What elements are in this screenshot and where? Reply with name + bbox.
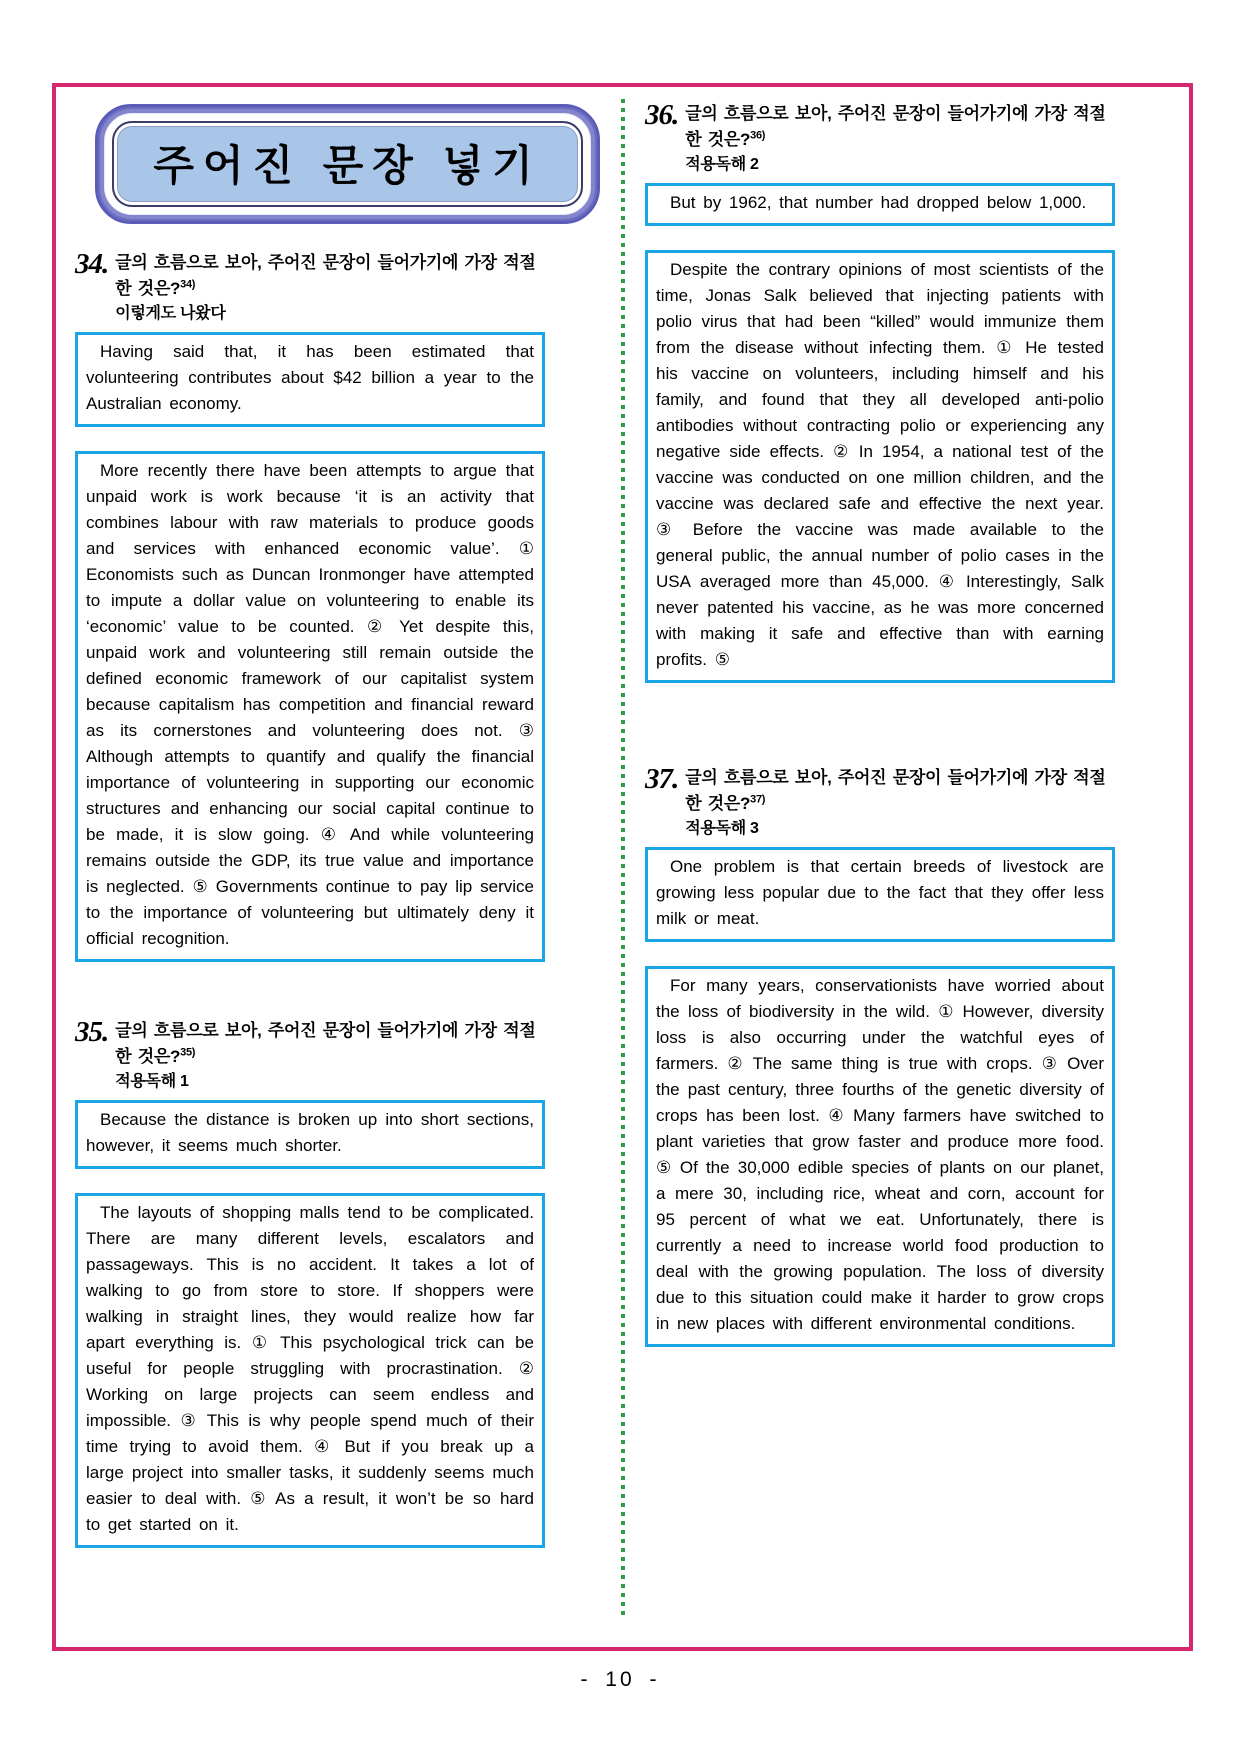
given-sentence-box-34 (75, 332, 545, 427)
given-sentence-box-37 (645, 847, 1115, 942)
footnote-ref: 35) (180, 1045, 196, 1058)
passage-box-34 (75, 451, 545, 962)
given-sentence-box-36 (645, 183, 1115, 226)
question-header-35 (75, 1018, 545, 1094)
question-prompt: 글의 흐름으로 보아, 주어진 문장이 들어가기에 가장 적절한 것은?$^{34)}$ (115, 253, 536, 298)
passage-text: More recently there have been attempts to argue that unpaid work is work because ‘it is an activity that combines labour with raw materials to produce goods and services with enhanced economic value’. ① Economists such as Duncan Ironmonger have attempted to impute a dollar value on volunteering to enable its ‘economic’ value to be counted. ② Yet despite this, unpaid work and volunteering still remain outside the defined economic framework of our capitalist system because capitalism has competition and financial reward as its cornerstones and volunteering does not. ③ Although attempts to quantify and qualify the financial importance of volunteering in supporting our economic structures and enhancing our social capital continue to be made, it is slow going. ④ And while volunteering remains outside the GDP, its true value and importance is neglected. ⑤ Governments continue to pay lip service to the importance of volunteering but ultimately deny it official recognition. (86, 461, 534, 948)
question-tag: 적용독해 3 (685, 820, 759, 837)
given-sentence-text: Because the distance is broken up into short sections, however, it seems much shorter. (86, 1110, 534, 1155)
footnote-ref: 37) (750, 792, 766, 805)
left-column (75, 87, 545, 1647)
page-frame (52, 83, 1193, 1651)
question-prompt: 글의 흐름으로 보아, 주어진 문장이 들어가기에 가장 적절한 것은?$^{36)}$ (685, 104, 1106, 149)
question-tag: 이렇게도 나왔다 (115, 305, 226, 322)
given-sentence-box-35 (75, 1100, 545, 1169)
question-prompt: 글의 흐름으로 보아, 주어진 문장이 들어가기에 가장 적절한 것은?$^{35)}$ (115, 1021, 536, 1066)
question-number: 37. (645, 763, 679, 795)
title-banner (95, 104, 600, 224)
question-number: 35. (75, 1016, 109, 1048)
passage-text: Despite the contrary opinions of most scientists of the time, Jonas Salk believed that injecting patients with polio virus that had been “killed” would immunize them from the disease without infecting them. ① He tested his vaccine on volunteers, including himself and his family, and found that they all developed anti-polio antibodies without contracting polio or experiencing any negative side effects. ② In 1954, a national test of the vaccine was conducted on one million children, and the vaccine was declared safe and effective the next year. ③ Before the vaccine was made available to the general public, the annual number of polio cases in the USA averaged more than 45,000. ④ Interestingly, Salk never patented his vaccine, as he was more concerned with making it safe and effective than with earning profits. ⑤ (656, 260, 1104, 669)
footnote-ref: 36) (750, 128, 766, 141)
question-prompt: 글의 흐름으로 보아, 주어진 문장이 들어가기에 가장 적절한 것은?$^{37)}$ (685, 768, 1106, 813)
question-header-34 (75, 250, 545, 326)
page-number: - 10 - (580, 1668, 660, 1691)
question-tag: 적용독해 2 (685, 156, 759, 173)
passage-text: For many years, conservationists have worried about the loss of biodiversity in the wild. ① However, diversity loss is also occurring under the watchful eyes of farmers. ② The same thing is true with crops. ③ Over the past century, three fourths of the genetic diversity of crops has been lost. ④ Many farmers have switched to plant varieties that grow faster and produce more food. ⑤ Of the 30,000 edible species of plants on our planet, a mere 30, including rice, wheat and corn, account for 95 percent of what we eat. Unfortunately, there is currently a need to increase world food production to deal with the growing population. The loss of diversity due to this situation could make it harder to grow crops in new places with different environmental conditions. (656, 976, 1104, 1333)
passage-box-37 (645, 966, 1115, 1347)
passage-box-36 (645, 250, 1115, 683)
question-number: 34. (75, 248, 109, 280)
question-header-36 (645, 101, 1115, 177)
question-number: 36. (645, 99, 679, 131)
passage-text: The layouts of shopping malls tend to be complicated. There are many different levels, escalators and passageways. This is no accident. It takes a lot of walking to go from store to store. If shoppers were walking in straight lines, they would realize how far apart everything is. ① This psychological trick can be useful for people struggling with procrastination. ② Working on large projects can seem endless and impossible. ③ This is why people spend much of their time trying to avoid them. ④ But if you break up a large project into smaller tasks, it suddenly seems much easier to deal with. ⑤ As a result, it won’t be so hard to get started on it. (86, 1203, 534, 1534)
question-tag: 적용독해 1 (115, 1073, 189, 1090)
question-header-37 (645, 765, 1115, 841)
page-title: 주어진 문장 넣기 (112, 121, 583, 207)
footnote-ref: 34) (180, 277, 196, 290)
right-column (645, 87, 1115, 1647)
passage-box-35 (75, 1193, 545, 1548)
given-sentence-text: One problem is that certain breeds of livestock are growing less popular due to the fact that they offer less milk or meat. (656, 857, 1104, 928)
given-sentence-text: But by 1962, that number had dropped below 1,000. (670, 193, 1087, 212)
given-sentence-text: Having said that, it has been estimated that volunteering contributes about $42 billion a year to the Australian economy. (86, 342, 534, 413)
